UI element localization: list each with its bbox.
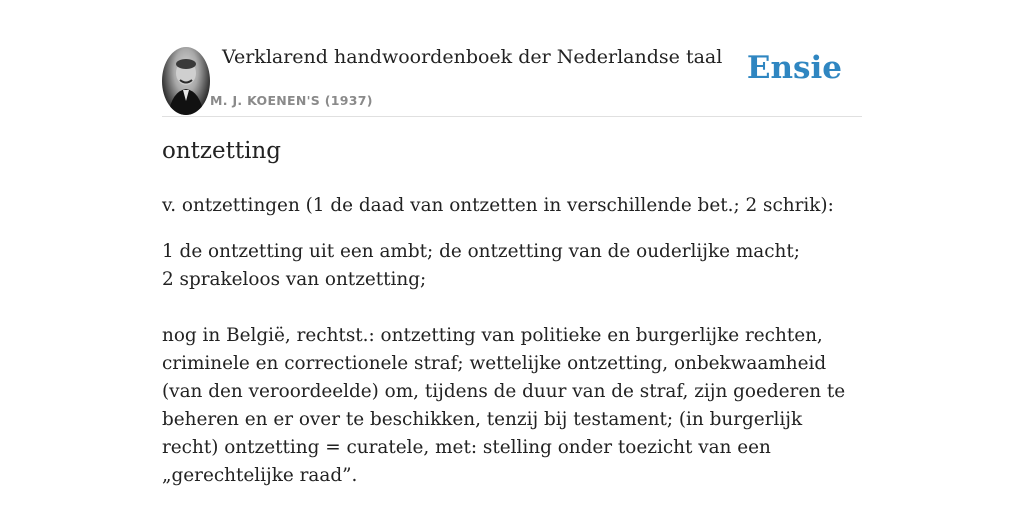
dictionary-title[interactable]: Verklarend handwoordenboek der Nederlandse taal <box>222 46 723 68</box>
example-line: 2 sprakeloos van ontzetting; <box>162 269 427 290</box>
entry-examples <box>162 238 862 294</box>
header <box>162 0 862 117</box>
entry-headword: ontzetting <box>162 138 282 164</box>
page-container <box>162 0 862 486</box>
example-line: 1 de ontzetting uit een ambt; de ontzetting van de ouderlijke macht; <box>162 241 800 262</box>
entry-grammar: v. ontzettingen (1 de daad van ontzetten in verschillende bet.; 2 schrik): <box>162 195 834 216</box>
dictionary-subtitle: M. J. KOENEN'S (1937) <box>210 93 373 108</box>
entry-note: nog in België, rechtst.: ontzetting van politieke en burgerlijke rechten, criminele en correctionele straf; wettelijke ontzetting, onbekwaamheid (van den veroordeelde) om, tijdens de duur van de straf, zijn goederen te beheren en er over te beschikken, tenzij bij testament; (in burgerlijk recht) ontzetting = curatele, met: stelling onder toezicht van een „gerechtelijke raad”. <box>162 325 846 486</box>
ensie-logo-link[interactable]: Ensie <box>746 50 842 86</box>
author-portrait-icon <box>162 47 210 115</box>
